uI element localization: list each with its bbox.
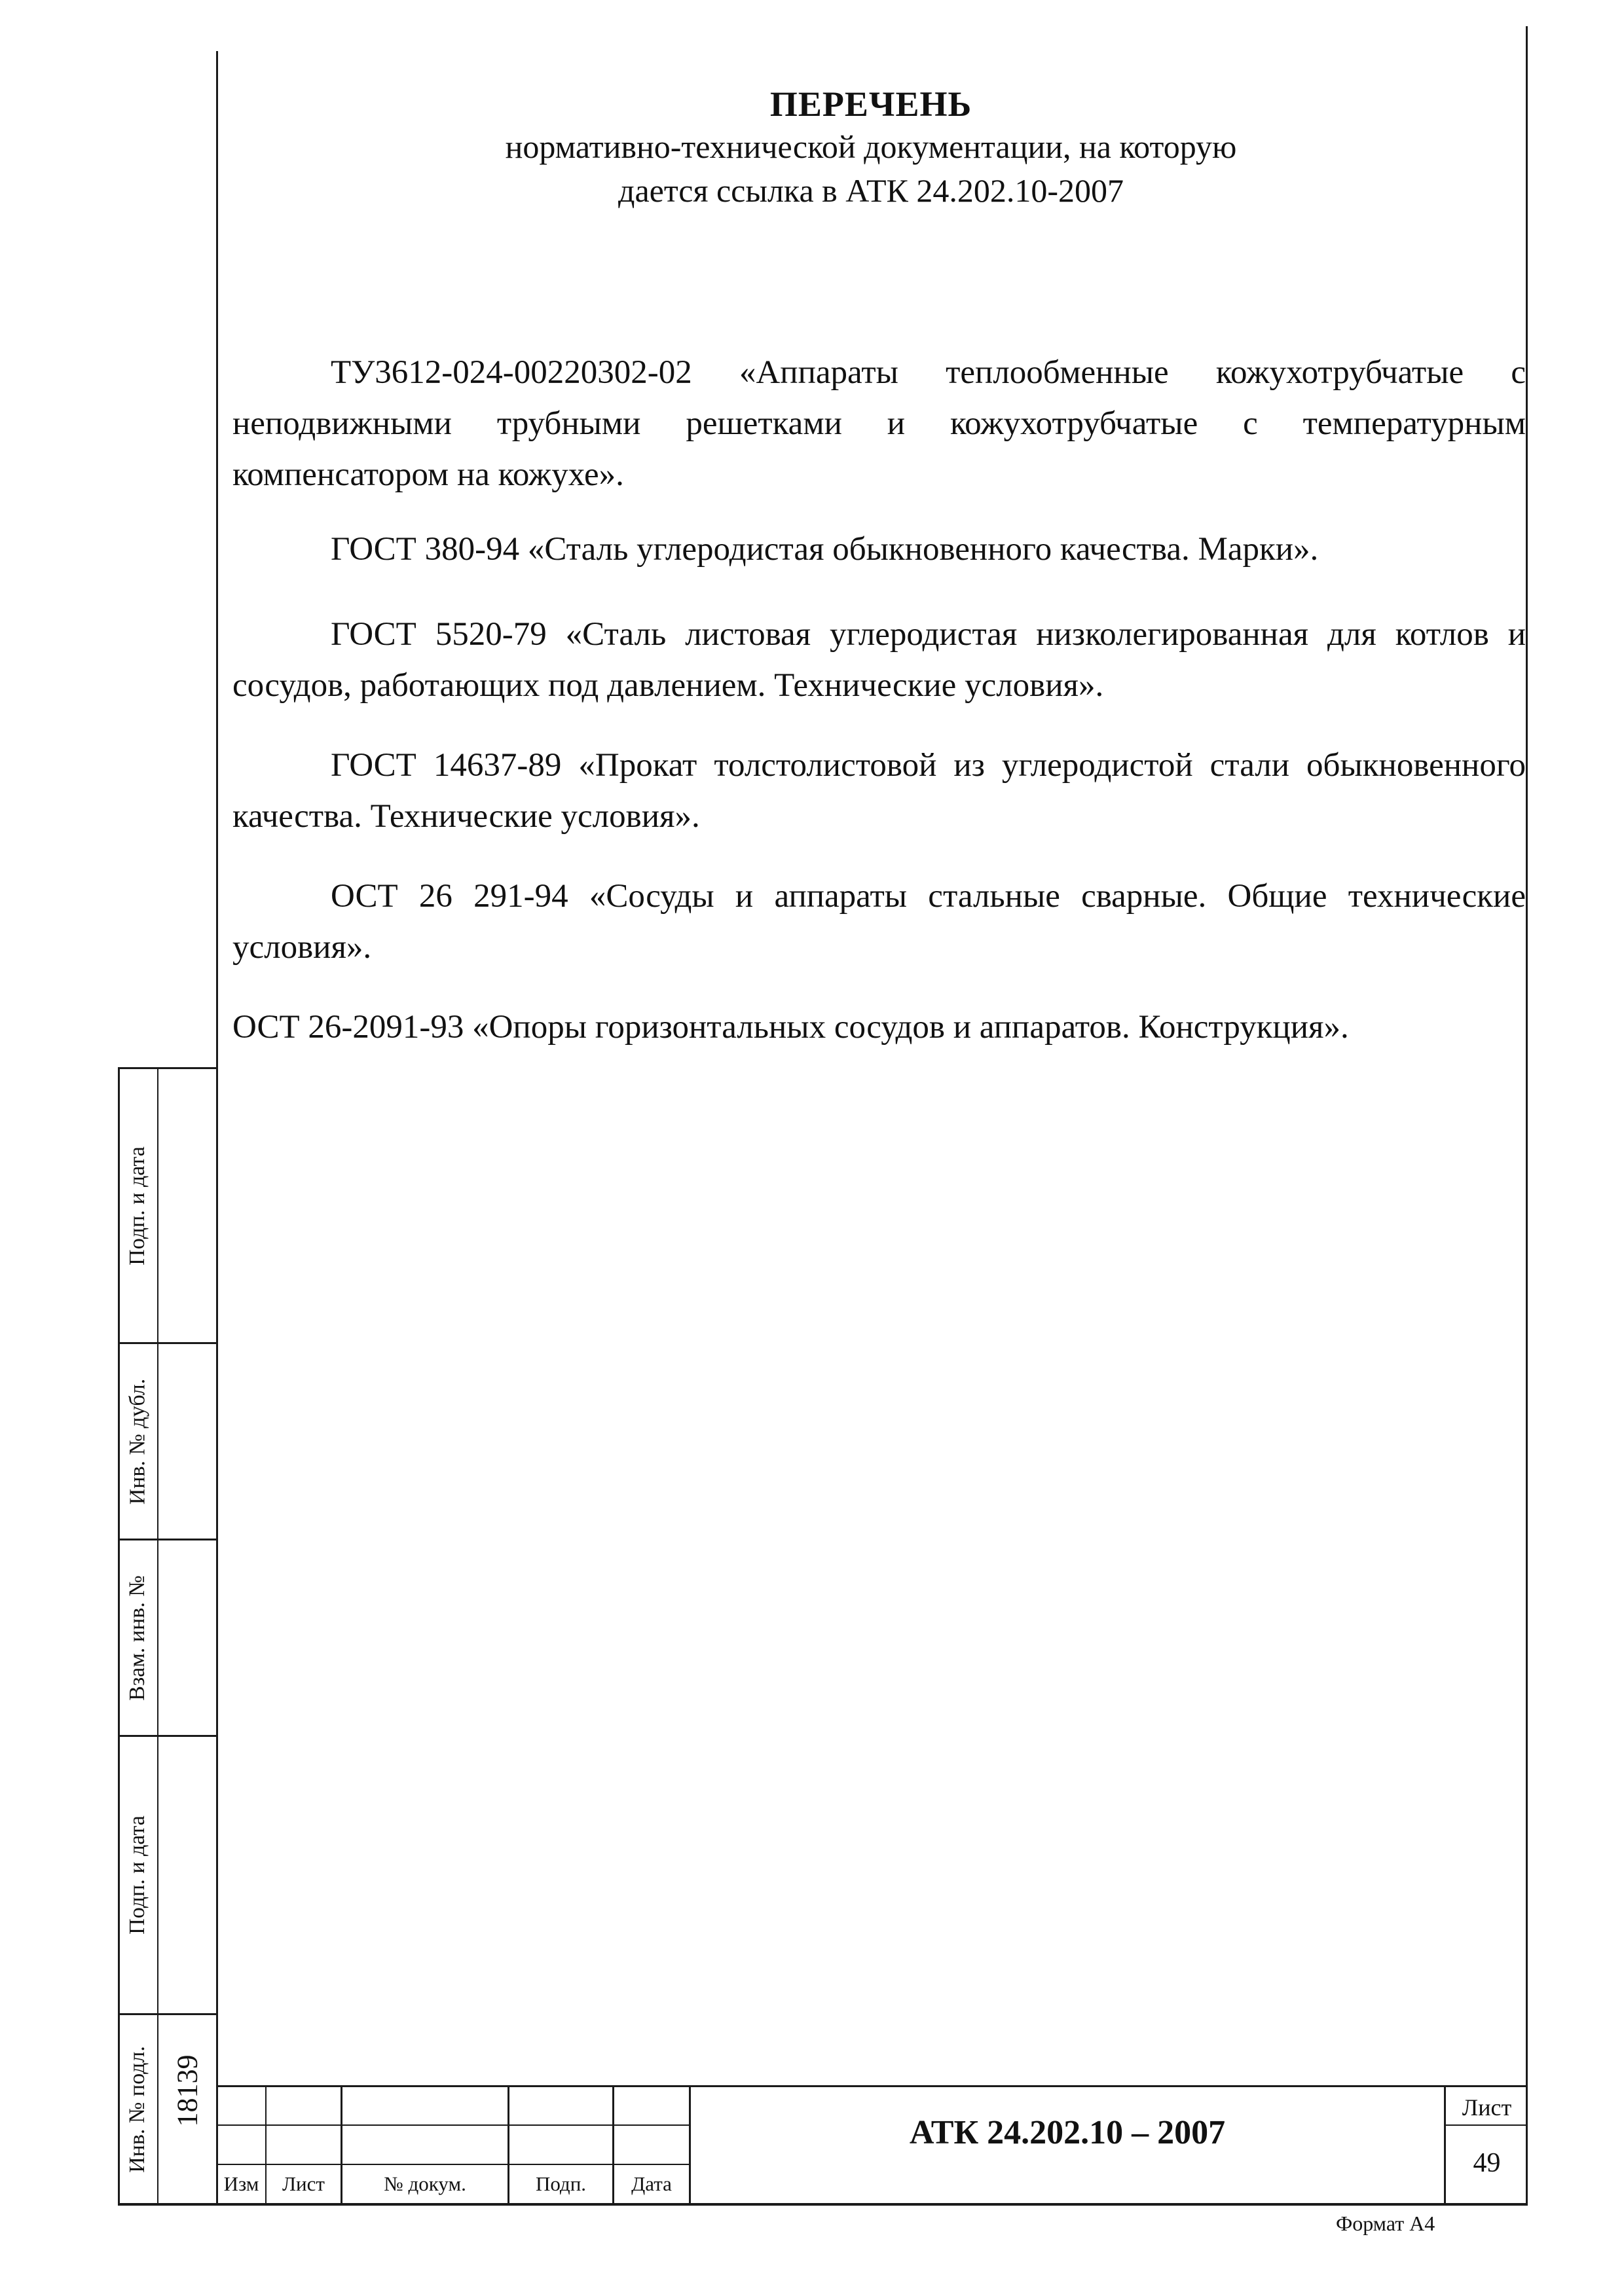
- stamp-label: Инв. № дубл.: [125, 1378, 150, 1504]
- document-code: АТК 24.202.10 – 2007: [909, 2114, 1226, 2151]
- titleblock-top: [216, 2085, 1528, 2087]
- sheet-label: Лист: [1462, 2094, 1512, 2121]
- sheet-number: 49: [1473, 2148, 1501, 2178]
- document-item: ГОСТ 14637-89 «Прокат толстолистовой из углеродистой стали обыкновенного качества. Технические условия».: [232, 747, 1526, 835]
- titleblock-row: [216, 2124, 691, 2126]
- document-item: ОСТ 26-2091-93 «Опоры горизонтальных сосудов и аппаратов. Конструкция».: [232, 1009, 1349, 1046]
- document-item: ГОСТ 380-94 «Сталь углеродистая обыкновенного качества. Марки».: [331, 531, 1319, 568]
- col-doc-label: № докум.: [384, 2172, 466, 2195]
- page-subtitle-line-2: дается ссылка в АТК 24.202.10-2007: [618, 172, 1124, 209]
- col-change-label: Изм: [223, 2172, 259, 2195]
- frame-right-line: [1526, 26, 1528, 2205]
- document-item: ОСТ 26 291-94 «Сосуды и аппараты стальные сварные. Общие технические условия».: [232, 878, 1526, 966]
- document-item: ГОСТ 5520-79 «Сталь листовая углеродистая низколегированная для котлов и сосудов, работающих под давлением. Технические условия».: [232, 616, 1526, 704]
- col-date-label: Дата: [631, 2172, 672, 2195]
- stamp-label: Взам. инв. №: [125, 1575, 150, 1701]
- col-sheet-label: Лист: [282, 2172, 325, 2195]
- frame-left-line: [216, 51, 218, 2205]
- stamp-replace-inv: [118, 1540, 157, 1735]
- stamp-orig-inv-value: [158, 2015, 216, 2166]
- page-format: Формат А4: [1336, 2212, 1435, 2235]
- stamp-label: Подп. и дата: [125, 1146, 150, 1266]
- stamp-label: Инв. № подл.: [125, 2045, 150, 2173]
- stamp-orig-inv: [118, 2015, 157, 2203]
- titleblock-row: [216, 2164, 691, 2165]
- titleblock-sheet-divider: [1444, 2124, 1528, 2126]
- stamp-sign-date-1: [118, 1069, 157, 1342]
- document-item: ТУ3612-024-00220302-02 «Аппараты теплообменные кожухотрубчатые с неподвижными трубными решетками и кожухотрубчатые с температурным компенсатором на кожухе».: [232, 354, 1526, 493]
- stamp-dup-inv: [118, 1344, 157, 1539]
- frame-bottom-line: [118, 2203, 1528, 2206]
- inventory-number: 18139: [171, 2054, 204, 2126]
- page-subtitle-line-1: нормативно-технической документации, на которую: [505, 128, 1237, 165]
- stamp-label: Подп. и дата: [125, 1815, 150, 1935]
- page-title: ПЕРЕЧЕНЬ: [769, 84, 972, 124]
- col-sign-label: Подп.: [535, 2172, 587, 2195]
- stamp-sign-date-2: [118, 1737, 157, 2013]
